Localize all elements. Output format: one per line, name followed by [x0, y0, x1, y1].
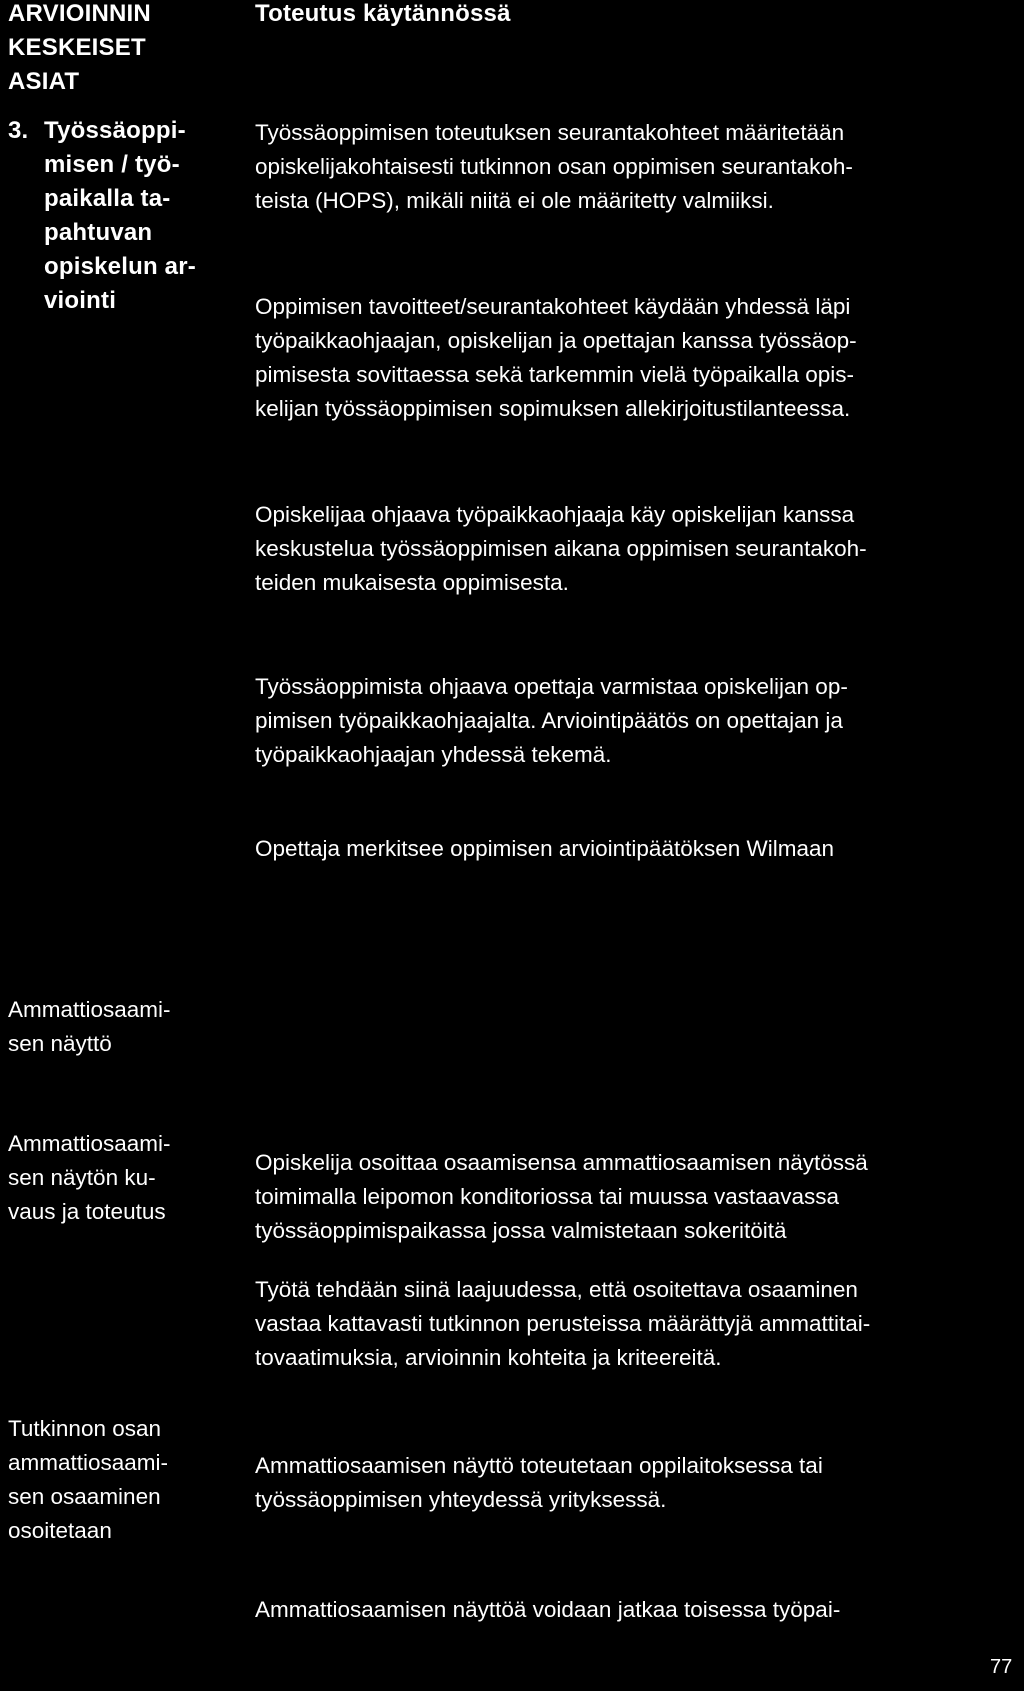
- paragraph: Opettaja merkitsee oppimisen arviointipäätöksen Wilmaan: [255, 836, 835, 861]
- paragraph: Opiskelija osoittaa osaamisensa ammattiosaamisen näytössä toimimalla leipomon konditoriossa tai muussa vastaavassa työssäoppimispaikassa jossa valmistetaan sokeritöitä: [255, 1150, 868, 1243]
- paragraph: Työtä tehdään siinä laajuudessa, että osoitettava osaaminen vastaa kattavasti tutkinnon perusteissa määrättyjä ammattitai- tovaatimuksia, arvioinnin kohteita ja kriteereitä.: [255, 1277, 871, 1370]
- column-header-left: ARVIOINNIN KESKEISET ASIAT: [8, 0, 151, 95]
- section-number: 3.: [8, 117, 29, 144]
- row-label-kuvaus: Ammattiosaami- sen näytön ku- vaus ja toteutus: [8, 1131, 171, 1224]
- paragraph: Työssäoppimista ohjaava opettaja varmistaa opiskelijan op- pimisen työpaikkaohjaajalta. Arviointipäätös on opettajan ja työpaikkaohjaajan yhdessä tekemä.: [255, 674, 848, 767]
- paragraph: Ammattiosaamisen näyttöä voidaan jatkaa toisessa työpai-: [255, 1597, 841, 1622]
- section-label: Työssäoppi- misen / työ- paikalla ta- pahtuvan opiskelun ar- viointi: [44, 117, 196, 314]
- row-label-naytto: Ammattiosaami- sen näyttö: [8, 997, 171, 1056]
- paragraph: Ammattiosaamisen näyttö toteutetaan oppilaitoksessa tai työssäoppimisen yhteydessä yrityksessä.: [255, 1453, 823, 1512]
- row-label-osoitetaan: Tutkinnon osan ammattiosaami- sen osaaminen osoitetaan: [8, 1416, 169, 1543]
- paragraph: Työssäoppimisen toteutuksen seurantakohteet määritetään opiskelijakohtaisesti tutkinnon osan oppimisen seurantakoh- teista (HOPS), mikäli niitä ei ole määritetty valmiiksi.: [255, 120, 853, 213]
- page-number: 77: [990, 1656, 1013, 1678]
- paragraph: Oppimisen tavoitteet/seurantakohteet käydään yhdessä läpi työpaikkaohjaajan, opiskelijan ja opettajan kanssa työssäop- pimisesta sovittaessa sekä tarkemmin vielä työpaikalla opis- kelijan työssäoppimisen sopimuksen allekirjoitustilanteessa.: [255, 294, 857, 421]
- column-header-right: Toteutus käytännössä: [255, 0, 511, 27]
- paragraph: Opiskelijaa ohjaava työpaikkaohjaaja käy opiskelijan kanssa keskustelua työssäoppimisen aikana oppimisen seurantakoh- teiden mukaisesta oppimisesta.: [255, 502, 867, 595]
